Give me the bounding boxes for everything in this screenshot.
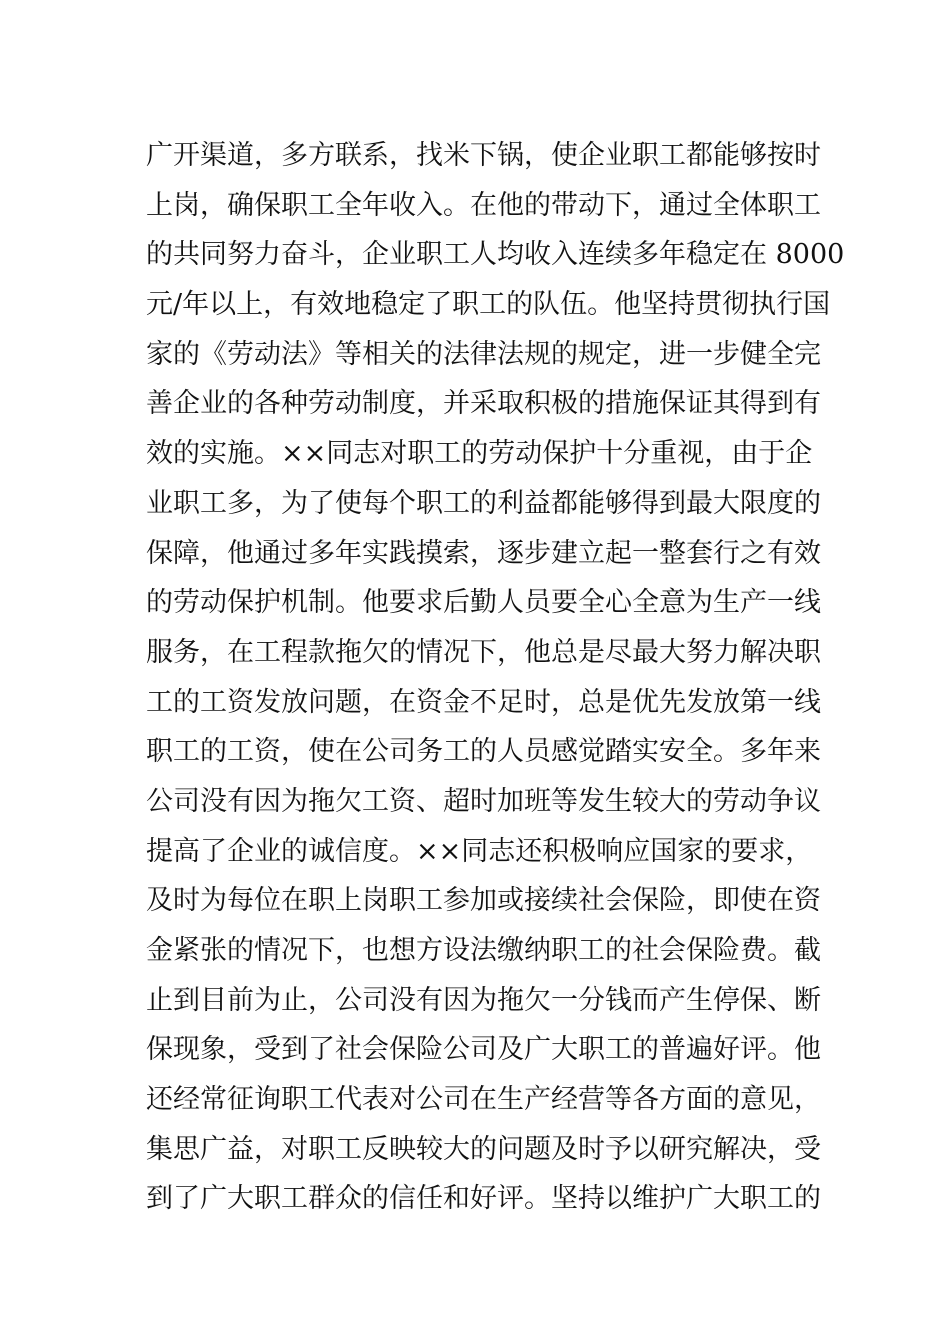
text-line: 保障，他通过多年实践摸索，逐步建立起一整套行之有效 bbox=[146, 537, 821, 569]
body-paragraph bbox=[146, 131, 845, 1224]
text-line: 工的工资发放问题，在资金不足时，总是优先发放第一线 bbox=[146, 686, 821, 718]
text-line: 效的实施。××同志对职工的劳动保护十分重视，由于企 bbox=[146, 438, 813, 470]
text-line: 及时为每位在职上岗职工参加或接续社会保险，即使在资 bbox=[146, 885, 821, 917]
text-line: 上岗，确保职工全年收入。在他的带动下，通过全体职工 bbox=[146, 189, 821, 221]
text-line: 保现象，受到了社会保险公司及广大职工的普遍好评。他 bbox=[146, 1034, 821, 1066]
text-line: 服务，在工程款拖欠的情况下，他总是尽最大努力解决职 bbox=[146, 636, 821, 668]
text-line: 的劳动保护机制。他要求后勤人员要全心全意为生产一线 bbox=[146, 587, 821, 619]
text-line: 家的《劳动法》等相关的法律法规的规定，进一步健全完 bbox=[146, 338, 821, 370]
text-line: 止到目前为止，公司没有因为拖欠一分钱而产生停保、断 bbox=[146, 984, 821, 1016]
text-line: 金紧张的情况下，也想方设法缴纳职工的社会保险费。截 bbox=[146, 935, 821, 966]
text-line: 业职工多，为了使每个职工的利益都能够得到最大限度的 bbox=[146, 487, 821, 519]
text-line: 还经常征询职工代表对公司在生产经营等各方面的意见， bbox=[146, 1084, 821, 1116]
text-line: 元/年以上，有效地稳定了职工的队伍。他坚持贯彻执行国 bbox=[146, 289, 831, 321]
text-line: 善企业的各种劳动制度，并采取积极的措施保证其得到有 bbox=[146, 388, 821, 420]
text-line: 到了广大职工群众的信任和好评。坚持以维护广大职工的 bbox=[146, 1183, 821, 1215]
text-line: 集思广益，对职工反映较大的问题及时予以研究解决，受 bbox=[146, 1133, 821, 1165]
text-line: 的共同努力奋斗，企业职工人均收入连续多年稳定在 8000 bbox=[146, 239, 845, 271]
text-line: 公司没有因为拖欠工资、超时加班等发生较大的劳动争议 bbox=[146, 785, 821, 817]
text-line: 提高了企业的诚信度。××同志还积极响应国家的要求， bbox=[146, 835, 813, 867]
text-line: 广开渠道，多方联系，找米下锅，使企业职工都能够按时 bbox=[146, 140, 821, 171]
text-line: 职工的工资，使在公司务工的人员感觉踏实安全。多年来 bbox=[146, 736, 821, 768]
